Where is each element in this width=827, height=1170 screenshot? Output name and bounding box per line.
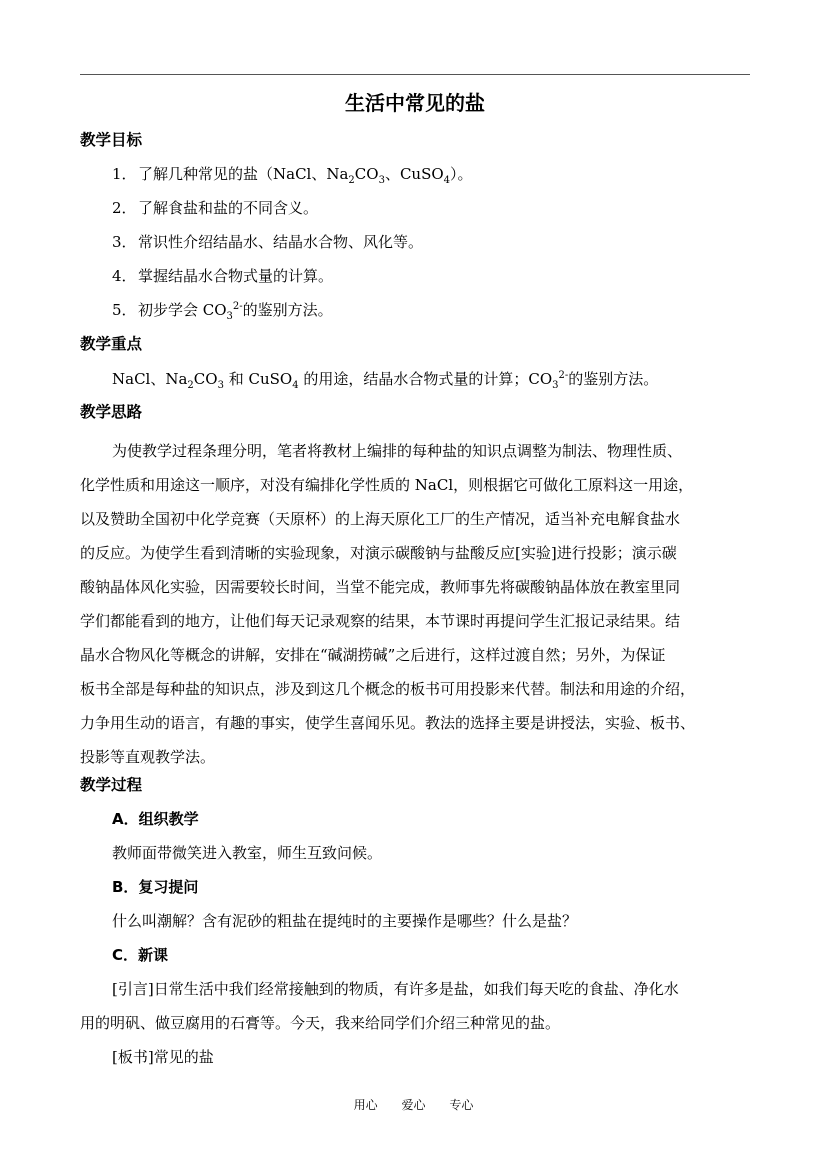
paragraph-line: 以及赞助全国初中化学竞赛（天原杯）的上海天原化工厂的生产情况，适当补充电解食盐水 (80, 510, 681, 528)
section-c-line: 用的明矾、做豆腐用的石膏等。今天，我来给同学们介绍三种常见的盐。 (80, 1014, 561, 1032)
goal-item: 3．常识性介绍结晶水、结晶水合物、风化等。 (112, 233, 424, 251)
paragraph-line: 力争用生动的语言，有趣的事实，使学生喜闻乐见。教法的选择主要是讲授法，实验、板书、 (80, 714, 696, 732)
paragraph-line: 板书全部是每种盐的知识点，涉及到这几个概念的板书可用投影来代替。制法和用途的介绍， (80, 680, 696, 698)
section-a-heading: A．组织教学 (112, 810, 199, 828)
section-c-board: [板书]常见的盐 (112, 1048, 214, 1066)
key-heading: 教学重点 (80, 335, 143, 353)
goal-item: 4．掌握结晶水合物式量的计算。 (112, 267, 334, 285)
goal-item: 5．初步学会 $CO_3^{2-}$的鉴别方法。 (112, 301, 333, 322)
paragraph-line: 酸钠晶体风化实验，因需要较长时间，当堂不能完成，教师事先将碳酸钠晶体放在教室里同 (80, 578, 681, 596)
section-b-text: 什么叫潮解？含有泥砂的粗盐在提纯时的主要操作是哪些？什么是盐？ (112, 912, 578, 930)
goal-item: 2．了解食盐和盐的不同含义。 (112, 199, 319, 217)
section-a-text: 教师面带微笑进入教室，师生互致问候。 (112, 844, 383, 862)
goals-heading: 教学目标 (80, 131, 143, 149)
process-heading: 教学过程 (80, 776, 143, 794)
page-title: 生活中常见的盐 (345, 91, 485, 115)
approach-paragraph (80, 434, 752, 774)
footer-word: 专心 (449, 1098, 474, 1112)
header-rule (80, 74, 750, 75)
page-footer (0, 1096, 827, 1114)
section-b-heading: B．复习提问 (112, 878, 199, 896)
paragraph-line: 为使教学过程条理分明，笔者将教材上编排的每种盐的知识点调整为制法、物理性质、 (112, 442, 683, 460)
section-c-heading: C．新课 (112, 946, 169, 964)
section-c-line: [引言]日常生活中我们经常接触到的物质，有许多是盐，如我们每天吃的食盐、净化水 (112, 980, 679, 998)
goal-item: 1．了解几种常见的盐（NaCl、$Na_2CO_3$、CuSO$_4$）。 (112, 165, 473, 186)
paragraph-line: 投影等直观教学法。 (80, 748, 216, 766)
paragraph-line: 学们都能看到的地方，让他们每天记录观察的结果，本节课时再提问学生汇报记录结果。结 (80, 612, 681, 630)
paragraph-line: 晶水合物风化等概念的讲解，安排在“碱湖捞碱”之后进行，这样过渡自然；另外，为保证 (80, 646, 666, 664)
footer-word: 用心 (353, 1098, 378, 1112)
approach-heading: 教学思路 (80, 403, 143, 421)
paragraph-line: 化学性质和用途这一顺序，对没有编排化学性质的 NaCl，则根据它可做化工原料这一用途， (80, 476, 694, 494)
footer-word: 爱心 (401, 1098, 426, 1112)
key-text: NaCl、$Na_2CO_3$ 和 CuSO$_4$ 的用途，结晶水合物式量的计算；$CO_3^{2-}$的鉴别方法。 (112, 370, 659, 391)
paragraph-line: 的反应。为使学生看到清晰的实验现象，对演示碳酸钠与盐酸反应[实验]进行投影；演示碳 (80, 544, 677, 562)
